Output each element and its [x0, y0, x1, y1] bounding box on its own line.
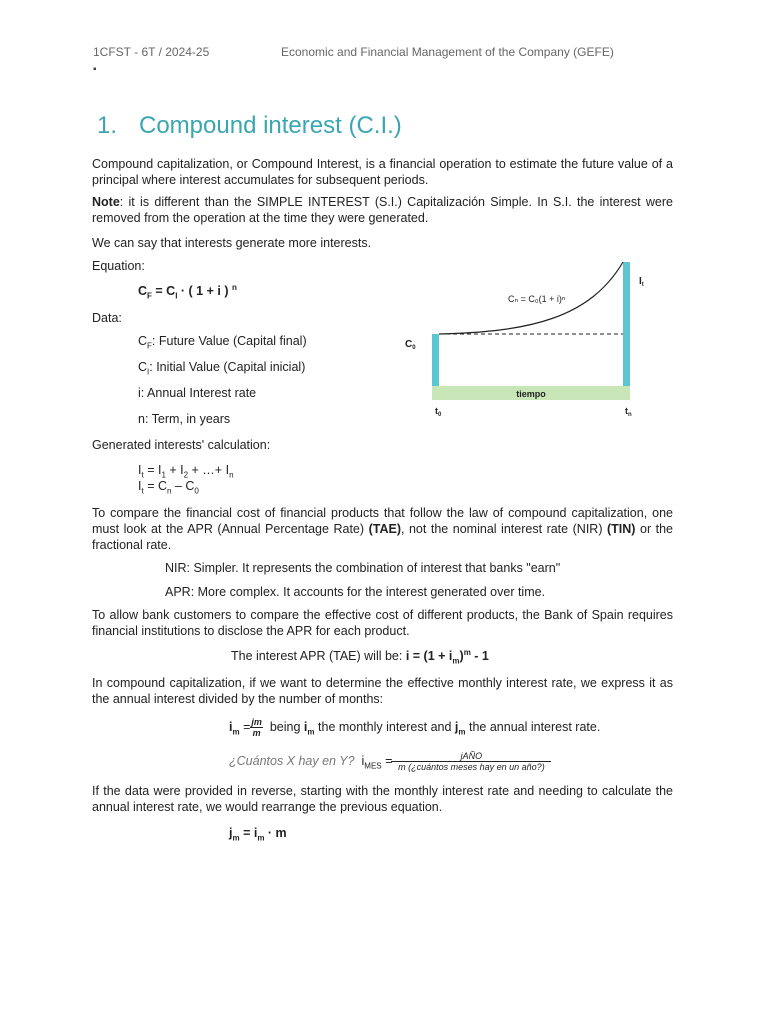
header-bullet: ▪ — [93, 64, 97, 75]
equation-label: Equation: — [92, 259, 145, 273]
section-number: 1. — [97, 112, 118, 139]
tn-label: $t_n$ — [625, 406, 632, 418]
section-title-text: Compound interest (C.I.) — [139, 112, 402, 139]
reverse-formula: $j_m = i_m \cdot m$ — [229, 826, 287, 843]
interest-statement: We can say that interests generate more interests. — [92, 236, 372, 250]
t0-label: $t_0$ — [435, 406, 442, 418]
data-item-i: i: Annual Interest rate — [138, 386, 257, 400]
main-equation: $C_F = C_I$ · ( 1 + i ) $^n$ — [138, 282, 237, 301]
time-label: tiempo — [516, 389, 546, 399]
note-text: : it is different than the SIMPLE INTEREST (S.I.) Capitalización Simple. In S.I. the interest were removed from the operation at the time they were generated. — [92, 195, 673, 225]
section-title — [97, 112, 402, 140]
question-formula: ¿Cuántos X hay en Y? $i_{MES}$ = $\frac{\text{jAÑO}}{\text{m (¿cuántos meses hay en un año?)}}$ — [229, 748, 550, 774]
curve-label: Cₙ = C₀(1 + i)ⁿ — [508, 294, 566, 304]
monthly-question-fraction: $\frac{\text{jAÑO}}{\text{m (¿cuántos meses hay en un año?)}}$ — [392, 751, 550, 772]
note-label: Note — [92, 195, 120, 209]
interest-sum-equation: $I_t = I_1 + I_2$ + …+ $I_n$ — [138, 463, 234, 480]
generated-label: Generated interests' calculation: — [92, 438, 271, 452]
nir-definition: NIR: Simpler. It represents the combination of interest that banks "earn" — [165, 561, 561, 575]
interest-difference-equation: $I_t = C_n - C_0$ — [138, 479, 199, 496]
initial-capital-bar — [432, 334, 439, 388]
header-subject: Economic and Financial Management of the Company (GEFE) — [281, 45, 614, 59]
data-item-cf: $C_F$: Future Value (Capital final) — [138, 334, 307, 351]
question-text: ¿Cuántos X hay en Y? — [229, 754, 355, 768]
data-item-ci: $C_I$: Initial Value (Capital inicial) — [138, 360, 306, 377]
note-paragraph — [92, 194, 673, 226]
monthly-formula: $i_m$ = $\frac{jm}{m}$ being $i_m$ the monthly interest and $j_m$ the annual interest rate. — [229, 717, 601, 739]
data-item-n: n: Term, in years — [138, 412, 231, 426]
tin-term: (TIN) — [607, 522, 636, 536]
intro-paragraph: Compound capitalization, or Compound Interest, is a financial operation to estimate the future value of a principal where interest accumulates for subsequent periods. — [92, 157, 673, 187]
compare-paragraph: To compare the financial cost of financial products that follow the law of compound capitalization, one must look at the APR (Annual Percentage Rate) (TAE), not the nominal interest rate (NIR) (TIN) or the fractional rate. — [92, 506, 673, 552]
tae-term: (TAE) — [368, 522, 401, 536]
reverse-paragraph: If the data were provided in reverse, starting with the monthly interest rate and needing to calculate the annual interest rate, we would rearrange the previous equation. — [92, 784, 673, 814]
data-label: Data: — [92, 311, 122, 325]
compound-interest-diagram — [400, 258, 660, 424]
interest-label: $I_t$ — [639, 276, 644, 288]
jm-over-m-fraction: $\frac{jm}{m}$ — [251, 717, 262, 739]
final-capital-bar — [623, 262, 630, 388]
bank-paragraph: To allow bank customers to compare the effective cost of different products, the Bank of Spain requires financial institutions to disclose the APR for each product. — [92, 608, 673, 638]
tae-formula: The interest APR (TAE) will be: $i = (1 + i_m)^m - 1$ — [231, 647, 489, 666]
apr-definition: APR: More complex. It accounts for the interest generated over time. — [165, 585, 546, 599]
header-course: 1CFST - 6T / 2024-25 — [93, 45, 210, 59]
monthly-paragraph: In compound capitalization, if we want to determine the effective monthly interest rate, we express it as the annual interest divided by the number of months: — [92, 676, 673, 706]
c0-label: $C_0$ — [405, 339, 416, 351]
